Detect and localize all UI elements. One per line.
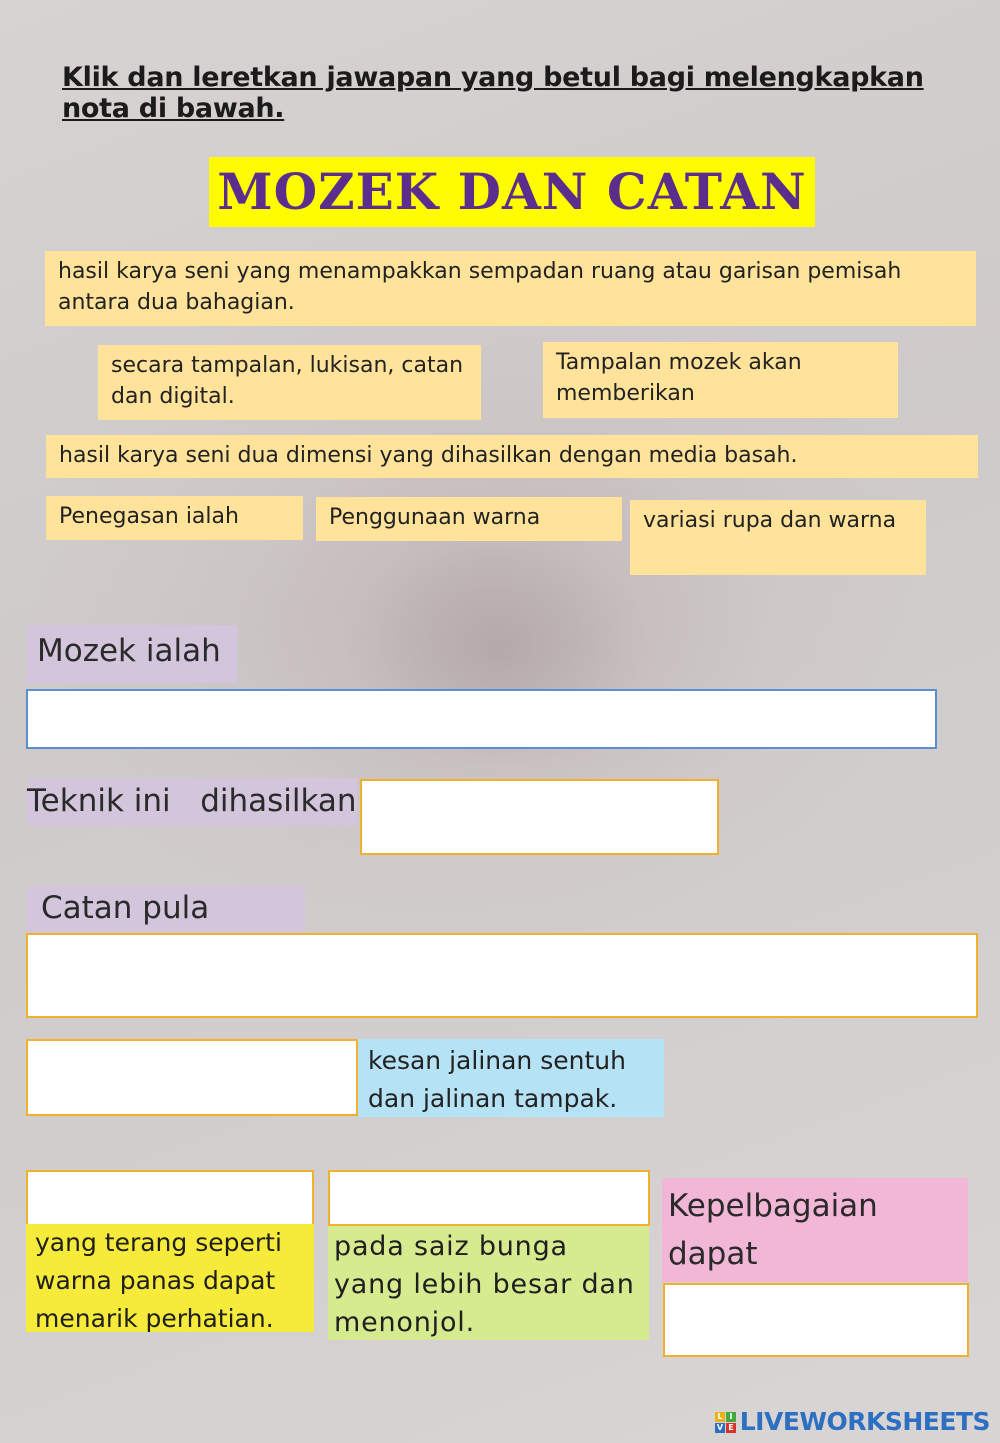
drop-box-catan[interactable] [26, 933, 978, 1018]
text-jalinan: kesan jalinan sentuh dan jalinan tampak. [358, 1039, 664, 1117]
answer-chip-sempadan[interactable]: hasil karya seni yang menampakkan sempadan ruang atau garisan pemisah antara dua bahagian. [45, 251, 976, 326]
liveworksheets-logo [715, 1407, 990, 1437]
answer-chip-tampalan[interactable]: secara tampalan, lukisan, catan dan digital. [98, 345, 481, 420]
brand-name: LIVEWORKSHEETS [739, 1407, 990, 1436]
drop-box-jalinan[interactable] [26, 1039, 358, 1116]
page-title: MOZEK DAN CATAN [209, 157, 815, 227]
text-saiz: pada saiz bunga yang lebih besar dan menonjol. [328, 1226, 649, 1340]
drop-box-mozek[interactable] [26, 689, 937, 749]
label-catan: Catan pula [27, 886, 305, 934]
answer-chip-penegasan[interactable]: Penegasan ialah [46, 496, 303, 540]
liveworksheets-logo-icon: L I V E [715, 1412, 736, 1433]
text-terang: yang terang seperti warna panas dapat menarik perhatian. [26, 1224, 314, 1332]
instruction-text: Klik dan leretkan jawapan yang betul bagi melengkapkan nota di bawah. [62, 62, 924, 124]
drop-box-teknik[interactable] [360, 779, 719, 855]
label-mozek: Mozek ialah [27, 625, 237, 683]
answer-chip-variasi[interactable]: variasi rupa dan warna [630, 500, 926, 575]
text-kepelbagaian: Kepelbagaian dapat [662, 1178, 968, 1282]
label-teknik: Teknik ini dihasilkan [27, 778, 357, 826]
answer-chip-tampalan-mozek[interactable]: Tampalan mozek akan memberikan [543, 342, 898, 418]
drop-box-kepelbagaian[interactable] [663, 1283, 969, 1357]
drop-box-terang[interactable] [26, 1170, 314, 1226]
drop-box-saiz[interactable] [328, 1170, 650, 1226]
answer-chip-media-basah[interactable]: hasil karya seni dua dimensi yang dihasilkan dengan media basah. [46, 435, 978, 478]
answer-chip-penggunaan-warna[interactable]: Penggunaan warna [316, 497, 622, 541]
